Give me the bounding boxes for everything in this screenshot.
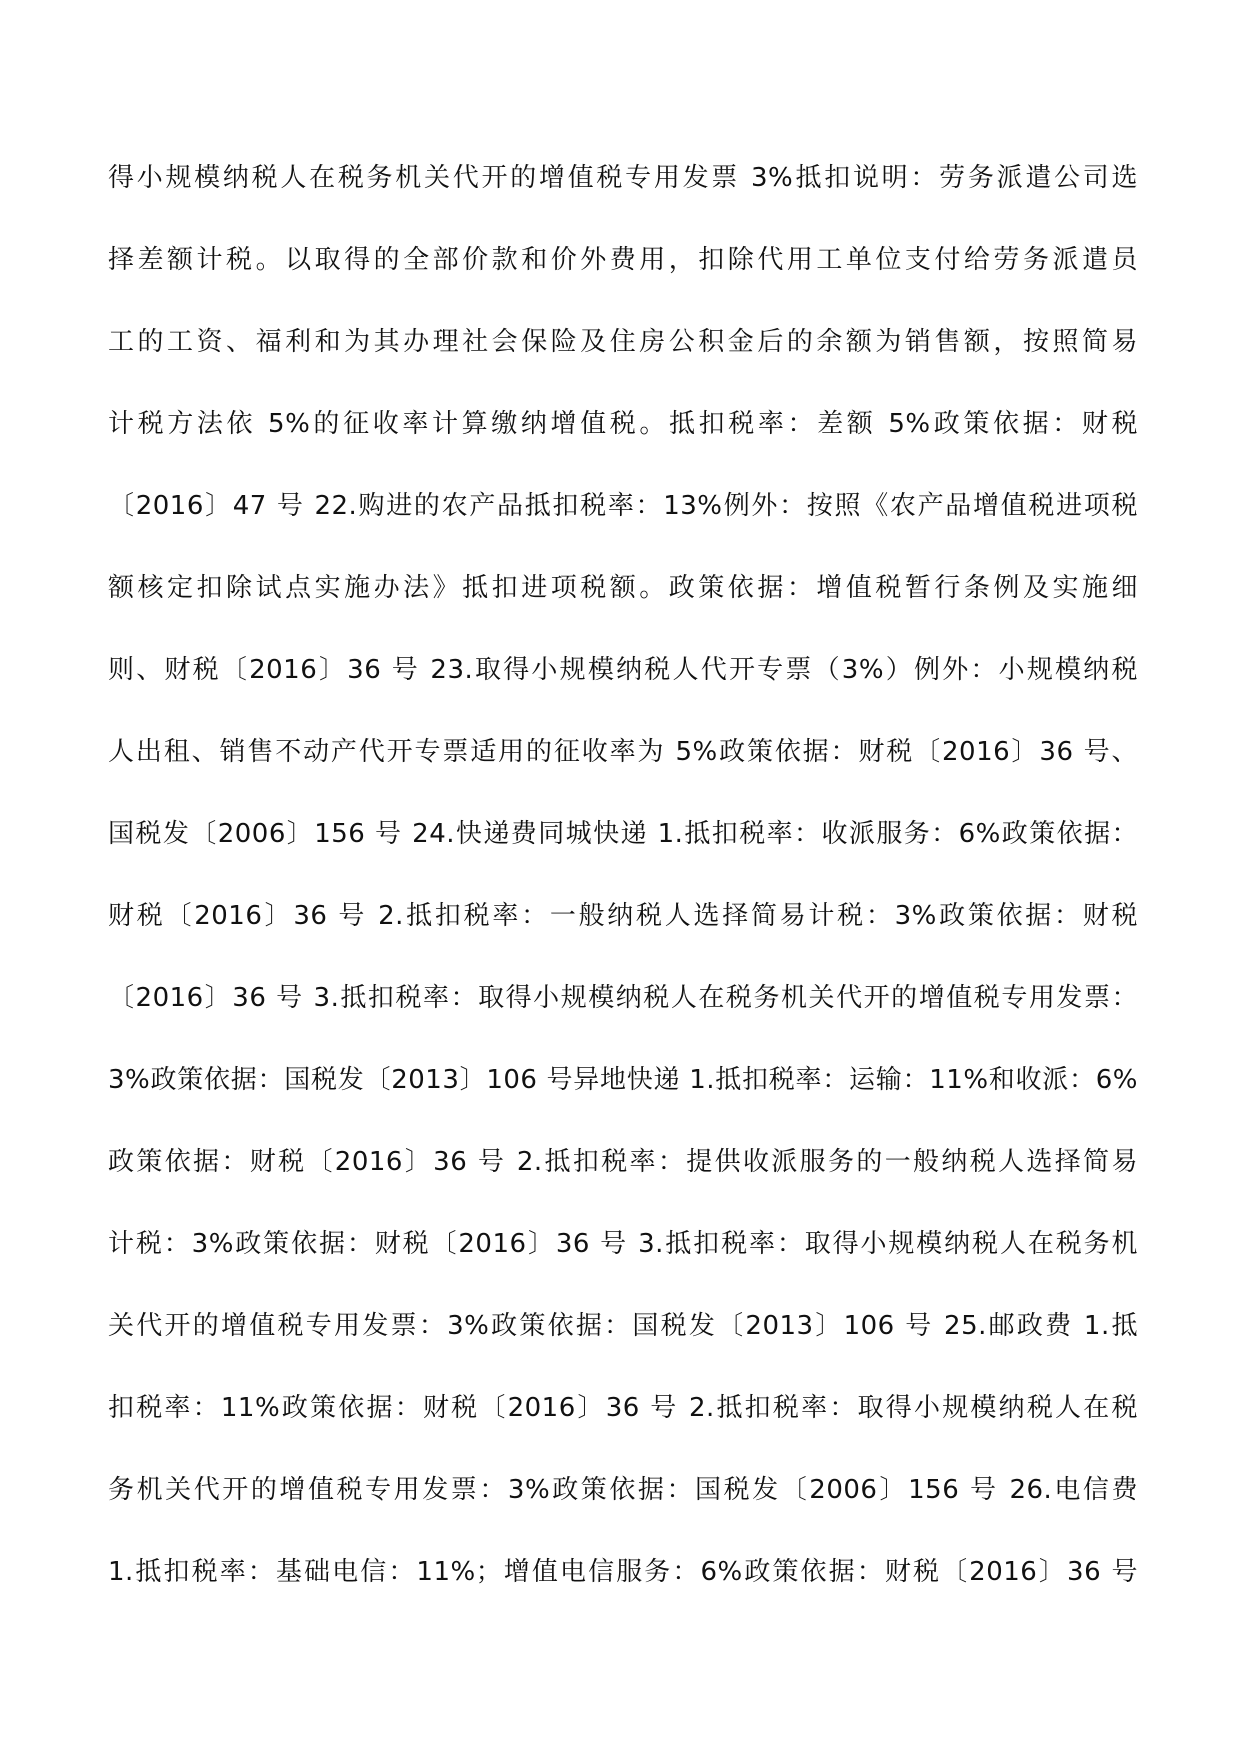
text-line: 政策依据：财税〔2016〕36 号 2.抵扣税率：提供收派服务的一般纳税人选择简易	[108, 1147, 1138, 1177]
text-line: 扣税率：11%政策依据：财税〔2016〕36 号 2.抵扣税率：取得小规模纳税人在税	[108, 1393, 1138, 1423]
text-line: 择差额计税。以取得的全部价款和价外费用，扣除代用工单位支付给劳务派遣员	[108, 245, 1138, 275]
body-text	[108, 158, 1138, 1634]
text-line: 关代开的增值税专用发票：3%政策依据：国税发〔2013〕106 号 25.邮政费 1.抵	[108, 1311, 1138, 1341]
text-line: 额核定扣除试点实施办法》抵扣进项税额。政策依据：增值税暂行条例及实施细	[108, 573, 1138, 603]
text-line: 〔2016〕36 号 3.抵扣税率：取得小规模纳税人在税务机关代开的增值税专用发票：	[108, 983, 1138, 1013]
text-line: 〔2016〕47 号 22.购进的农产品抵扣税率：13%例外：按照《农产品增值税进项税	[108, 491, 1138, 521]
text-line: 3%政策依据：国税发〔2013〕106 号异地快递 1.抵扣税率：运输：11%和收派：6%	[108, 1065, 1138, 1095]
text-line: 务机关代开的增值税专用发票：3%政策依据：国税发〔2006〕156 号 26.电信费	[108, 1475, 1138, 1505]
text-line: 财税〔2016〕36 号 2.抵扣税率：一般纳税人选择简易计税：3%政策依据：财税	[108, 901, 1138, 931]
text-line: 计税方法依 5%的征收率计算缴纳增值税。抵扣税率：差额 5%政策依据：财税	[108, 409, 1138, 439]
text-line: 人出租、销售不动产代开专票适用的征收率为 5%政策依据：财税〔2016〕36 号、	[108, 737, 1138, 767]
text-line: 国税发〔2006〕156 号 24.快递费同城快递 1.抵扣税率：收派服务：6%政策依据：	[108, 819, 1138, 849]
text-line: 得小规模纳税人在税务机关代开的增值税专用发票 3%抵扣说明：劳务派遣公司选	[108, 163, 1138, 193]
text-line: 1.抵扣税率：基础电信：11%；增值电信服务：6%政策依据：财税〔2016〕36 号	[108, 1557, 1138, 1587]
text-line: 则、财税〔2016〕36 号 23.取得小规模纳税人代开专票（3%）例外：小规模纳税	[108, 655, 1138, 685]
text-line: 工的工资、福利和为其办理社会保险及住房公积金后的余额为销售额，按照简易	[108, 327, 1138, 357]
text-line: 计税：3%政策依据：财税〔2016〕36 号 3.抵扣税率：取得小规模纳税人在税务机	[108, 1229, 1138, 1259]
